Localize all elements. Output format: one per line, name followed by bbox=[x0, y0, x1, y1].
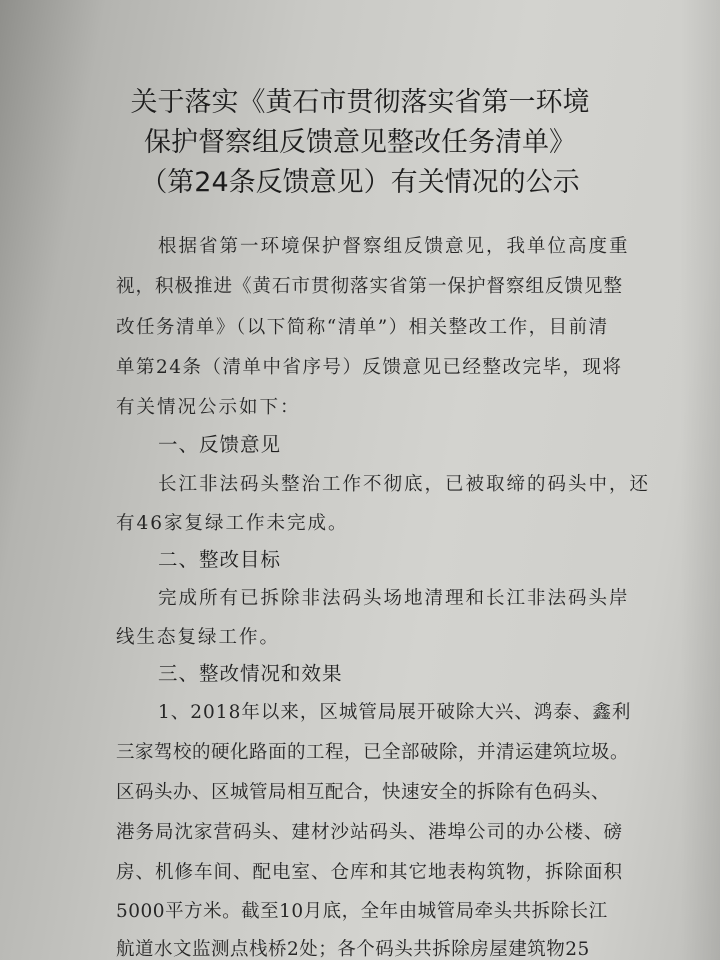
document-title-line-3: （第24条反馈意见）有关情况的公示 bbox=[140, 167, 580, 198]
section-heading-goal: 二、整改目标 bbox=[158, 548, 282, 571]
section3-line: 港务局沈家营码头、建材沙站码头、港埠公司的办公楼、磅 bbox=[116, 822, 624, 843]
section3-line: 房、机修车间、配电室、仓库和其它地表构筑物，拆除面积 bbox=[116, 862, 624, 883]
document-title-line-2: 保护督察组反馈意见整改任务清单》 bbox=[144, 127, 576, 158]
section-heading-progress: 三、整改情况和效果 bbox=[158, 662, 343, 685]
section1-line: 有46家复绿工作未完成。 bbox=[116, 513, 349, 534]
document-title-line-1: 关于落实《黄石市贯彻落实省第一环境 bbox=[130, 87, 590, 118]
intro-line: 改任务清单》（以下简称“清单”）相关整改工作，目前清 bbox=[116, 317, 609, 338]
section1-line: 长江非法码头整治工作不彻底，已被取缔的码头中，还 bbox=[158, 474, 651, 495]
section3-line: 区码头办、区城管局相互配合，快速安全的拆除有色码头、 bbox=[116, 782, 611, 803]
section-heading-feedback: 一、反馈意见 bbox=[158, 433, 282, 456]
page-shadow bbox=[680, 0, 720, 960]
intro-line: 有关情况公示如下： bbox=[116, 397, 301, 418]
section2-line: 完成所有已拆除非法码头场地清理和长江非法码头岸 bbox=[158, 588, 630, 609]
intro-line: 根据省第一环境保护督察组反馈意见，我单位高度重 bbox=[158, 236, 630, 257]
section3-line: 三家驾校的硬化路面的工程，已全部破除，并清运建筑垃圾。 bbox=[116, 742, 630, 763]
intro-line: 单第24条（清单中省序号）反馈意见已经整改完毕，现将 bbox=[116, 357, 623, 378]
section2-line: 线生态复绿工作。 bbox=[116, 627, 281, 648]
section3-line: 1、2018年以来，区城管局展开破除大兴、鸿泰、鑫利 bbox=[158, 702, 632, 723]
section3-line: 5000平方米。截至10月底，全年由城管局牵头共拆除长江 bbox=[116, 901, 608, 922]
intro-line: 视，积极推进《黄石市贯彻落实省第一保护督察组反馈见整 bbox=[116, 276, 624, 297]
section3-line: 航道水文监测点栈桥2处；各个码头共拆除房屋建筑物25 bbox=[116, 939, 590, 960]
